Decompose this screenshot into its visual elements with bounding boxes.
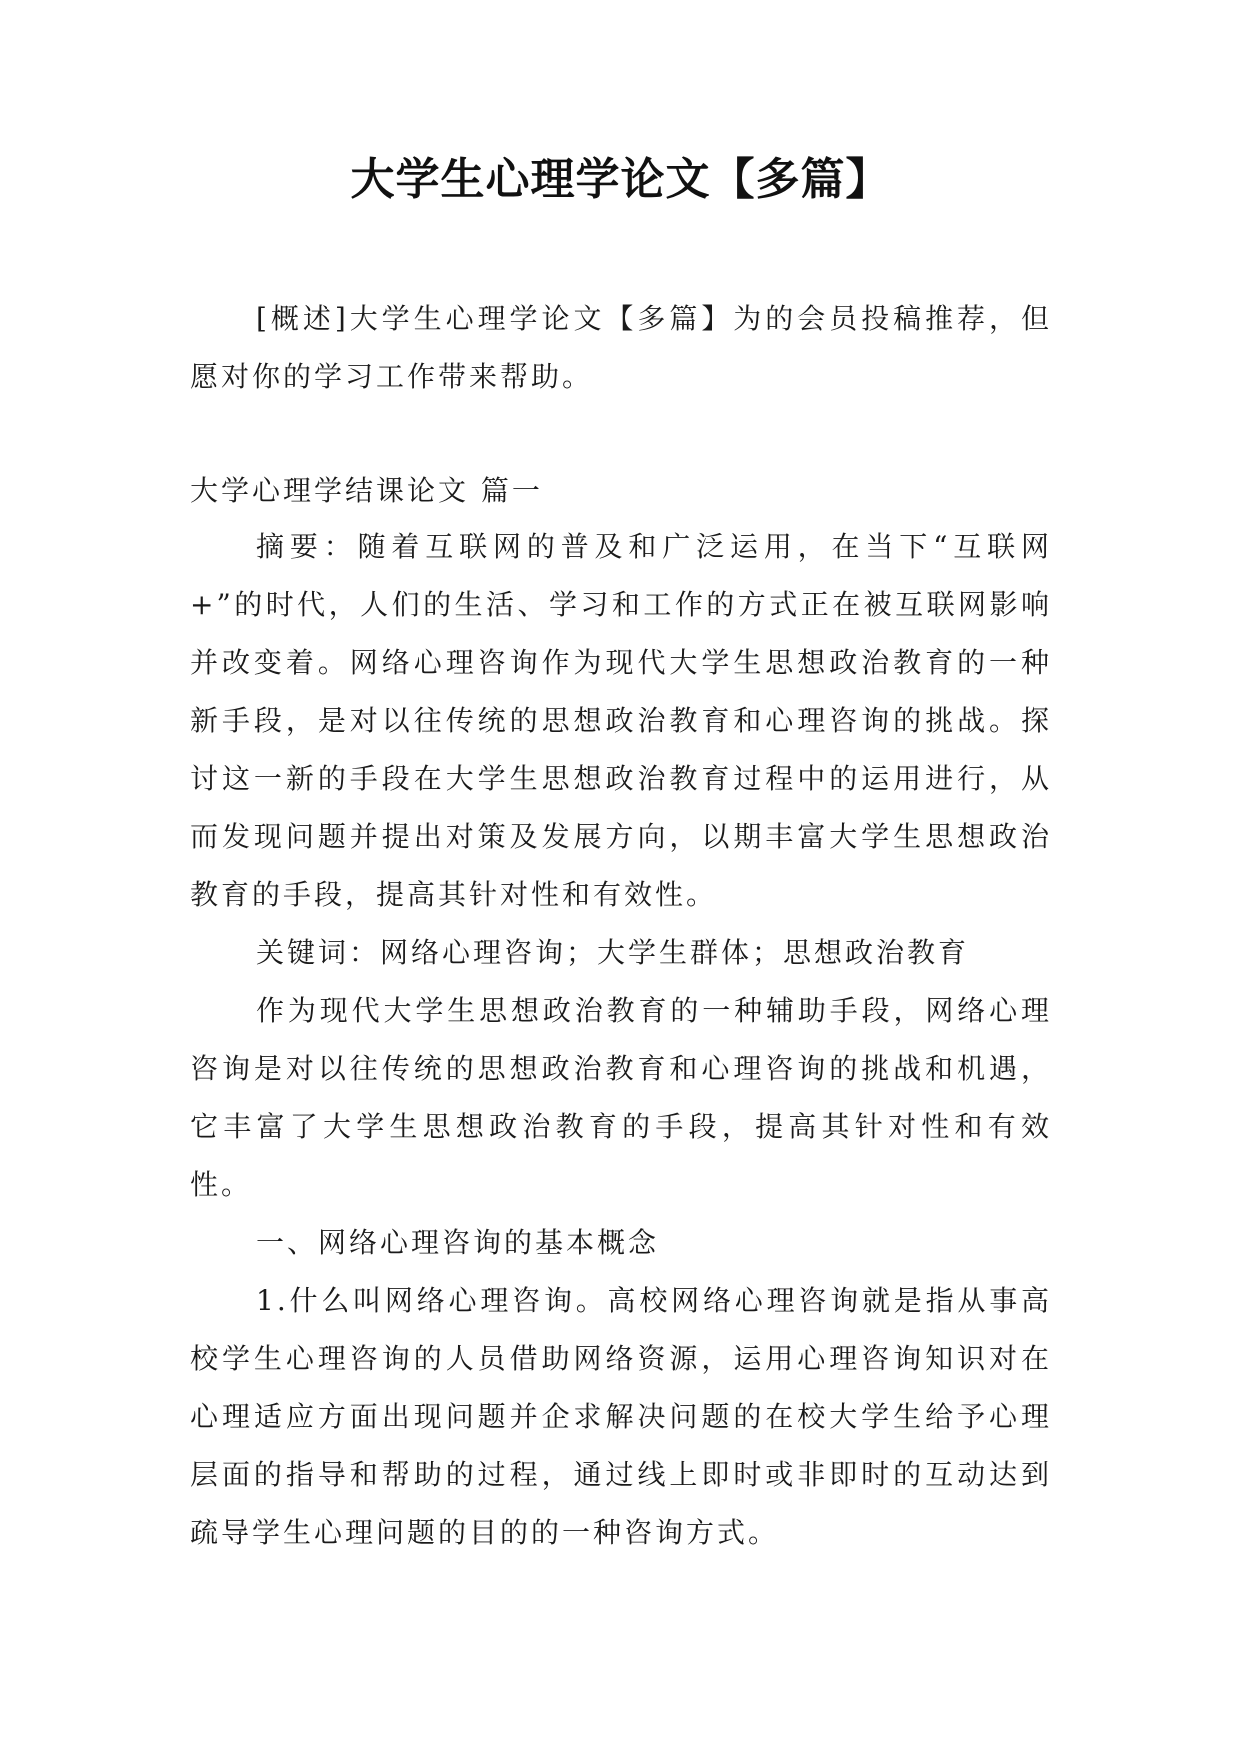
subheading-paragraph: 一、网络心理咨询的基本概念	[256, 1226, 660, 1259]
abstract-paragraph: 摘要：随着互联网的普及和广泛运用，在当下“互联网+”的时代，人们的生活、学习和工作的方式正在被互联网影响并改变着。网络心理咨询作为现代大学生思想政治教育的一种新手段，是对以往传统的思想政治教育和心理咨询的挑战。探讨这一新的手段在大学生思想政治教育过程中的运用进行，从而发现问题并提出对策及发展方向，以期丰富大学生思想政治教育的手段，提高其针对性和有效性。	[190, 530, 1052, 911]
keywords-paragraph: 关键词：网络心理咨询；大学生群体；思想政治教育	[256, 936, 970, 969]
body-paragraph: 作为现代大学生思想政治教育的一种辅助手段，网络心理咨询是对以往传统的思想政治教育和心理咨询的挑战和机遇，它丰富了大学生思想政治教育的手段，提高其针对性和有效性。	[190, 994, 1052, 1201]
body-paragraph: 1.什么叫网络心理咨询。高校网络心理咨询就是指从事高校学生心理咨询的人员借助网络资源，运用心理咨询知识对在心理适应方面出现问题并企求解决问题的在校大学生给予心理层面的指导和帮助的过程，通过线上即时或非即时的互动达到疏导学生心理问题的目的的一种咨询方式。	[190, 1284, 1052, 1549]
article-body	[190, 518, 1052, 1562]
summary-paragraph: [概述]大学生心理学论文【多篇】为的会员投稿推荐，但愿对你的学习工作带来帮助。	[190, 302, 1052, 393]
section-heading: 大学心理学结课论文 篇一	[190, 474, 543, 507]
summary-block	[190, 290, 1052, 406]
section-heading-block	[190, 462, 1052, 520]
document-title: 大学生心理学论文【多篇】	[350, 154, 891, 205]
